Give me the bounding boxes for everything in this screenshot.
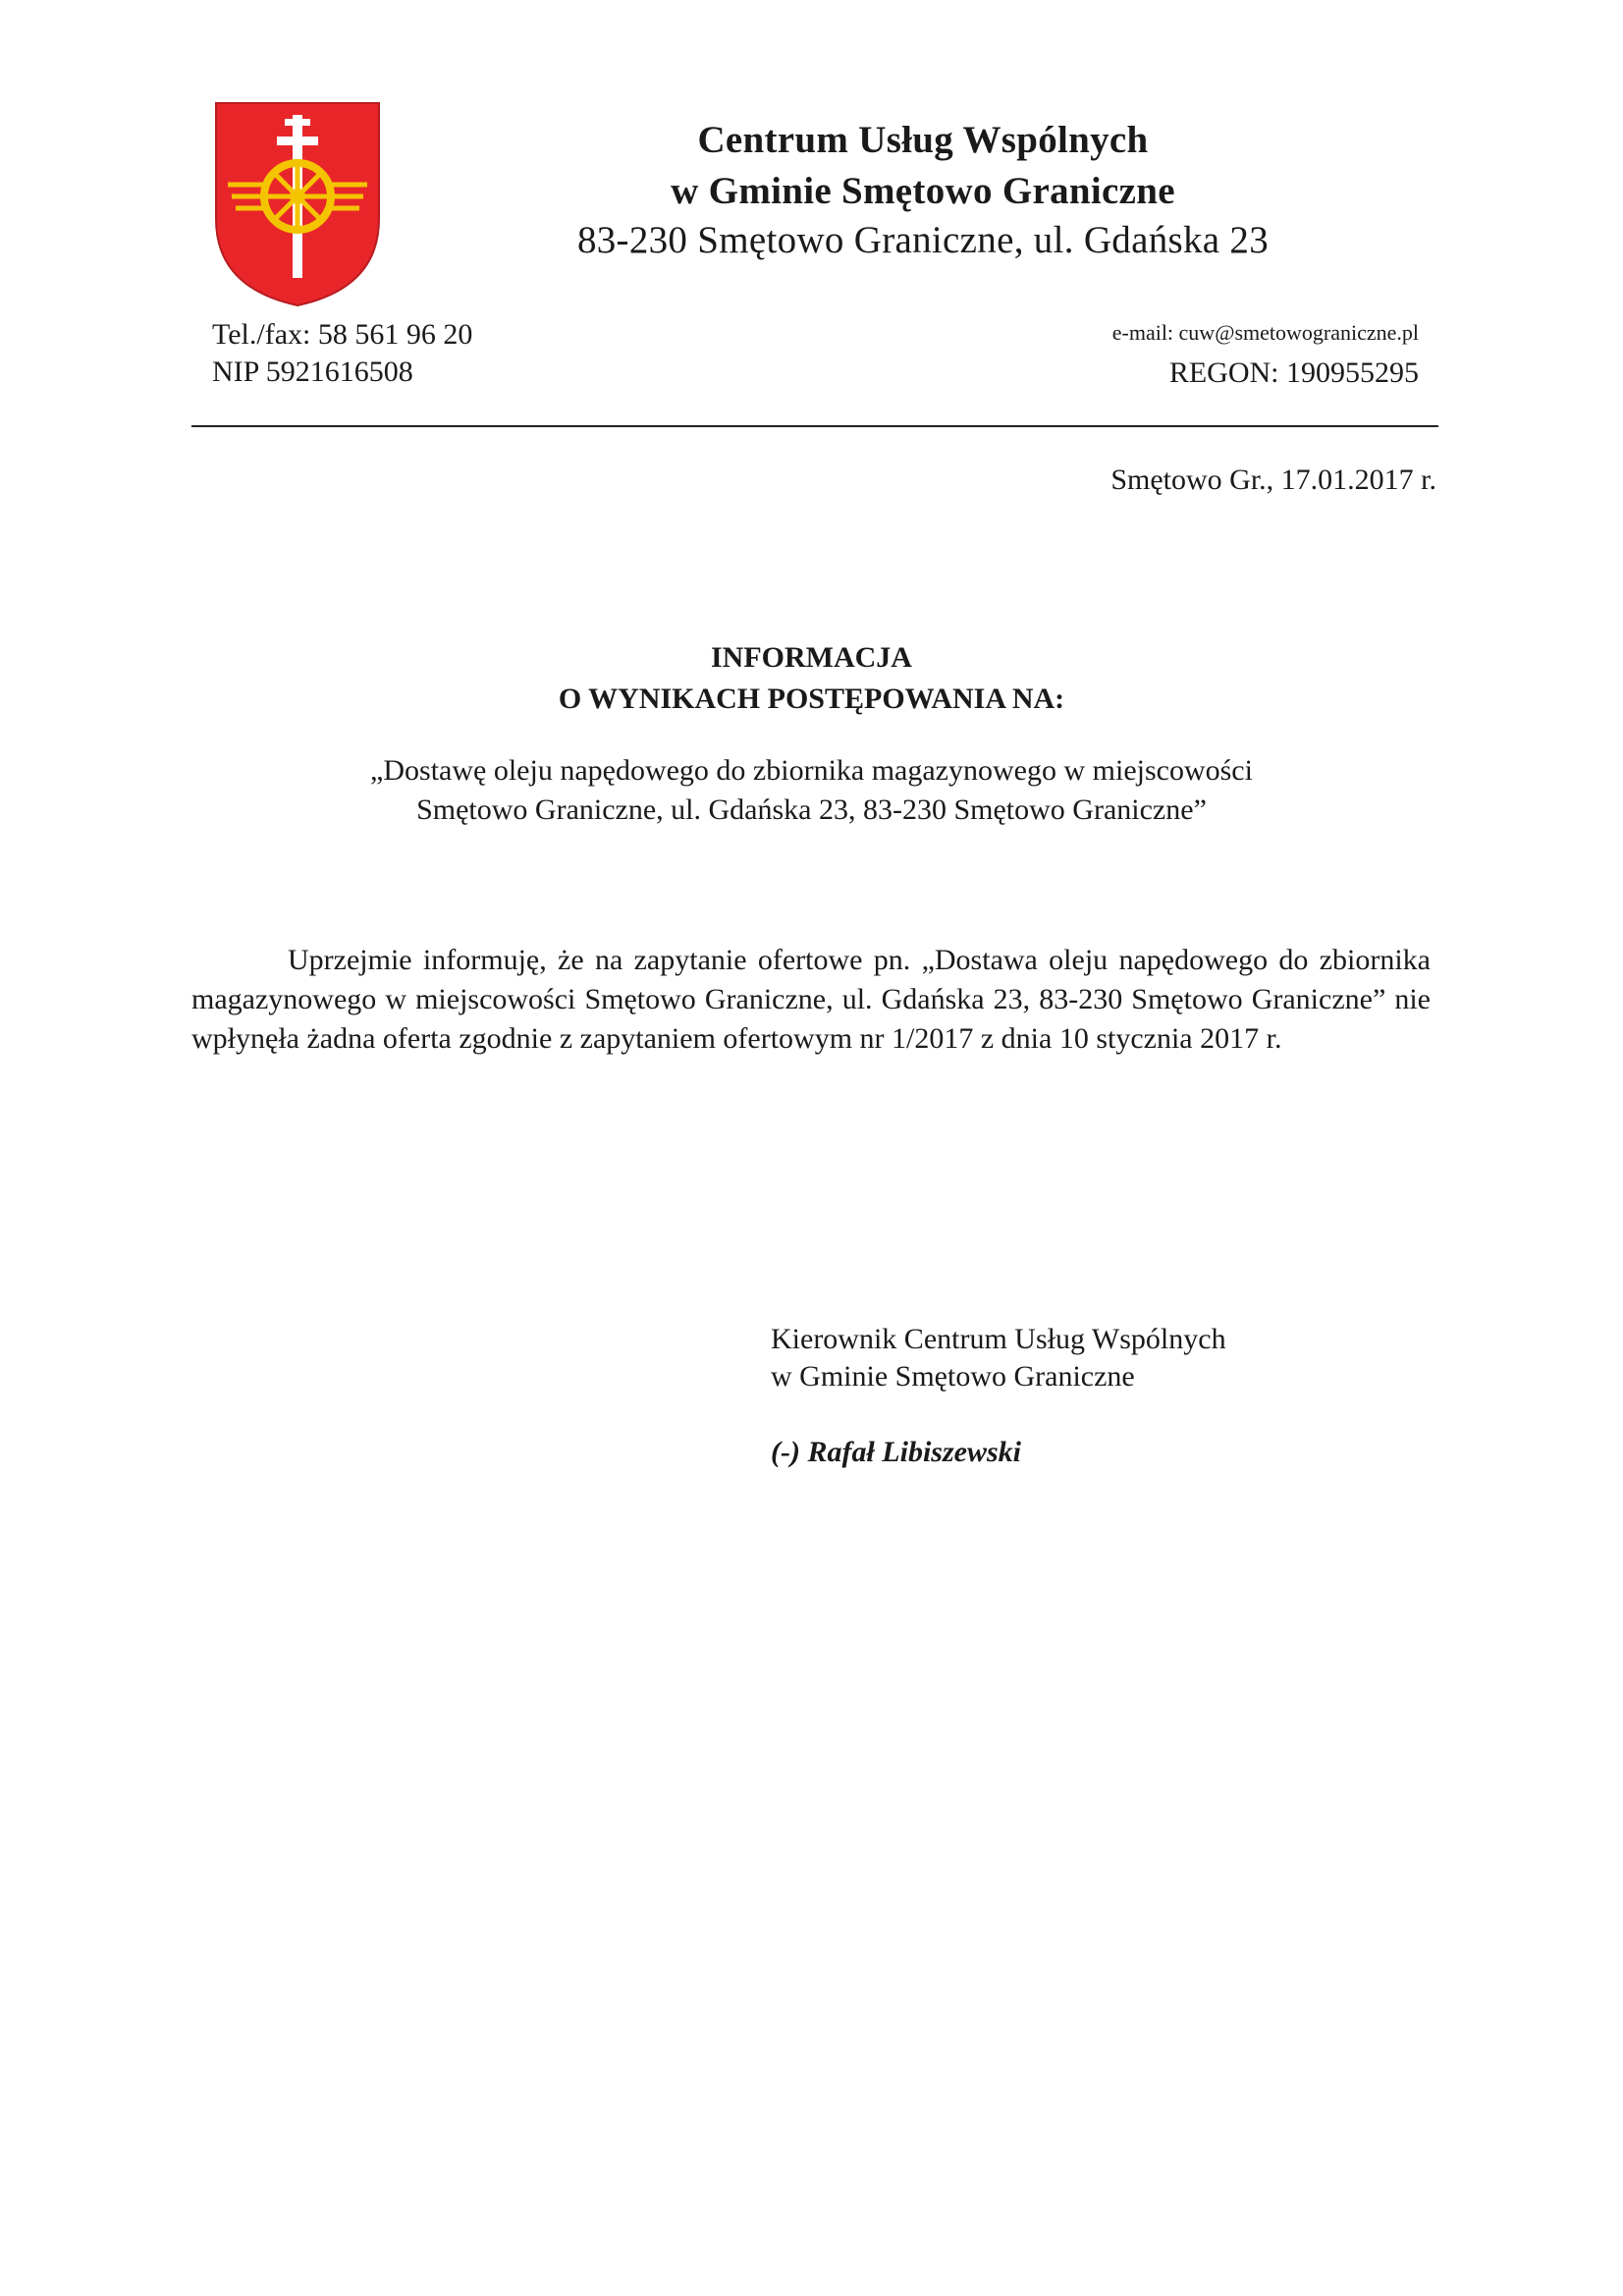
phone-fax: Tel./fax: 58 561 96 20	[212, 318, 473, 351]
header-divider	[191, 425, 1438, 427]
signature-title	[771, 1321, 1226, 1395]
signature-line-1: Kierownik Centrum Usług Wspólnych	[771, 1323, 1226, 1355]
subject-line-1: „Dostawę oleju napędowego do zbiornika magazynowego w miejscowości	[370, 754, 1253, 787]
subject-line-2: Smętowo Graniczne, ul. Gdańska 23, 83-230 Smętowo Graniczne”	[416, 793, 1207, 826]
document-date: Smętowo Gr., 17.01.2017 r.	[1110, 464, 1436, 496]
document-title	[0, 637, 1623, 720]
institution-name: Centrum Usług Wspólnych	[697, 119, 1149, 161]
procurement-subject	[0, 751, 1623, 830]
regon-number: REGON: 190955295	[1168, 356, 1419, 389]
signature-name: (-) Rafał Libiszewski	[771, 1436, 1021, 1468]
body-paragraph: Uprzejmie informuję, że na zapytanie ofertowe pn. „Dostawa oleju napędowego do zbiornika magazynowego w miejscowości Smętowo Graniczne, ul. Gdańska 23, 83-230 Smętowo Graniczne” nie wpłynęła żadna oferta zgodnie z zapytaniem ofertowym nr 1/2017 z dnia 10 stycznia 2017 r.	[191, 944, 1431, 1055]
institution-municipality: w Gminie Smętowo Graniczne	[671, 170, 1175, 212]
contact-left	[212, 316, 472, 391]
coat-of-arms-icon	[214, 101, 381, 307]
email-address: e-mail: cuw@smetowograniczne.pl	[1111, 320, 1419, 345]
title-line-2: O WYNIKACH POSTĘPOWANIA NA:	[558, 683, 1065, 715]
nip-number: NIP 5921616508	[212, 355, 413, 388]
institution-address: 83-230 Smętowo Graniczne, ul. Gdańska 23	[576, 219, 1270, 261]
title-line-1: INFORMACJA	[711, 641, 912, 674]
signature-line-2: w Gminie Smętowo Graniczne	[771, 1360, 1135, 1393]
